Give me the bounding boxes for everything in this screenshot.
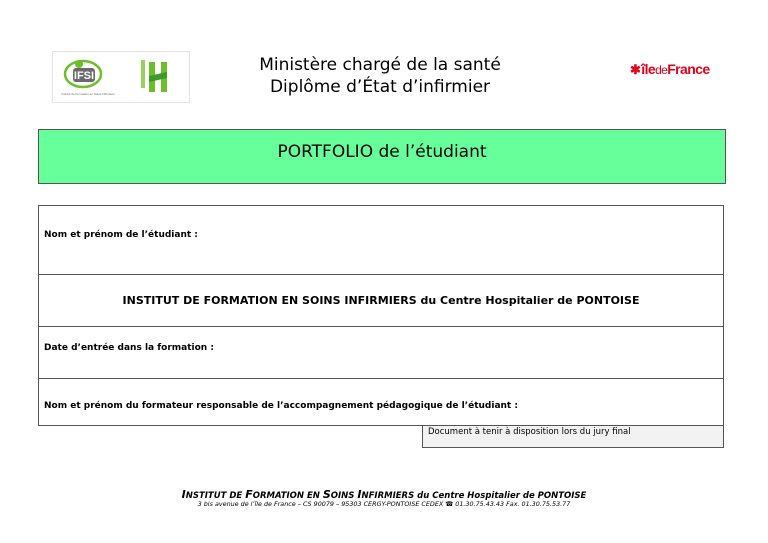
trainer-label: Nom et prénom du formateur responsable de l’accompagnement pédagogique de l’étudiant : — [44, 401, 518, 411]
star-icon: ✱ — [630, 62, 641, 77]
ifsi-logo-text: IFSI — [73, 70, 95, 82]
idf-de: de — [655, 63, 668, 77]
footer-initial: F — [245, 488, 253, 501]
ifsi-logo-graphic — [53, 52, 189, 102]
student-info-table — [38, 205, 724, 426]
ifsi-figure-head — [75, 60, 83, 68]
ministry-line: Ministère chargé de la santé — [259, 55, 501, 75]
trainer-row — [39, 378, 723, 426]
entry-date-row — [39, 326, 723, 379]
footer-initial: S — [322, 488, 331, 501]
footer-word: OINS — [330, 491, 358, 501]
ifsi-logo — [52, 51, 190, 103]
footer-address: 3 bis avenue de l’île de France – CS 90079 – 95303 CERGY-PONTOISE CEDEX ☎ 01.30.75.43.43 Fax. 01.30.75.53.77 — [197, 500, 571, 508]
institute-name: INSTITUT DE FORMATION EN SOINS INFIRMIERS du Centre Hospitalier de PONTOISE — [122, 294, 640, 307]
idf-ile: île — [641, 61, 656, 77]
footer-name-suffix: du Centre Hospitalier de PONTOISE — [414, 491, 587, 501]
institute-row — [39, 274, 723, 327]
footer-word: ORMATION EN — [252, 491, 323, 501]
student-name-label: Nom et prénom de l’étudiant : — [44, 230, 198, 240]
diploma-line: Diplôme d’État d’infirmier — [269, 77, 491, 97]
footer-word: NSTITUT DE — [185, 491, 246, 501]
jury-note-box — [422, 426, 724, 448]
footer-initial: I — [181, 488, 186, 501]
student-name-row — [39, 206, 723, 274]
page-title: PORTFOLIO de l’étudiant — [277, 142, 487, 162]
header-title — [230, 54, 530, 98]
ile-de-france-logo — [630, 61, 710, 78]
ifsi-logo-caption: Institut de Formation en Soins Infirmiers — [61, 92, 115, 96]
footer-initial: I — [357, 488, 362, 501]
jury-note: Document à tenir à disposition lors du jury final — [428, 427, 631, 437]
idf-france: France — [667, 61, 710, 77]
title-box — [38, 129, 726, 184]
hospital-logo-side — [141, 60, 145, 88]
entry-date-label: Date d’entrée dans la formation : — [44, 343, 214, 353]
footer-word: NFIRMIERS — [361, 491, 415, 501]
